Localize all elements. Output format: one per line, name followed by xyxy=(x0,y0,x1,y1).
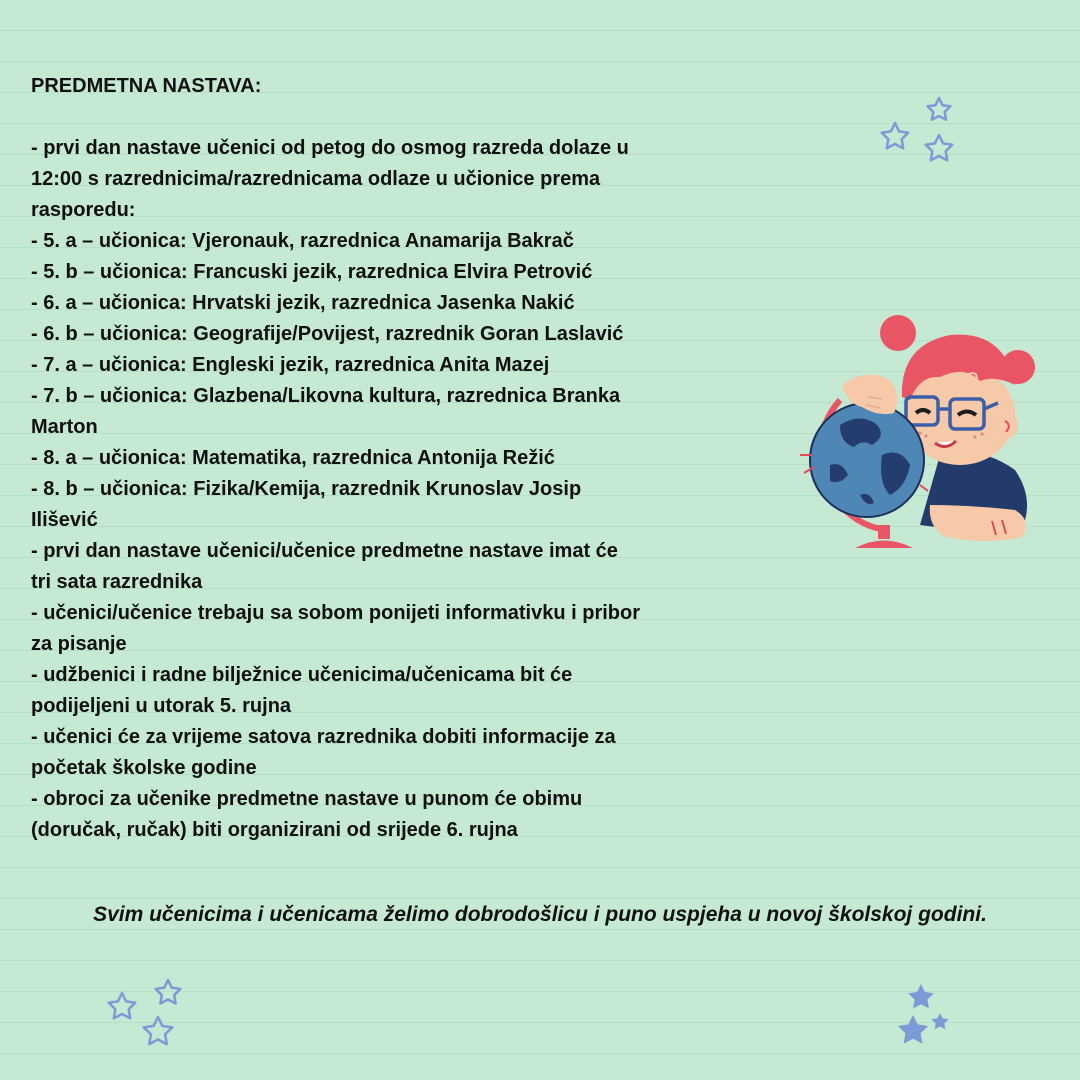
announcement-line: - 6. b – učionica: Geografije/Povijest, razrednik Goran Laslavić xyxy=(31,323,624,345)
announcement-line: podijeljeni u utorak 5. rujna xyxy=(31,695,292,717)
announcement-line: - učenici će za vrijeme satova razrednika dobiti informacije za xyxy=(31,726,616,748)
announcement-line: - 5. a – učionica: Vjeronauk, razrednica Anamarija Bakrač xyxy=(31,230,574,252)
announcement-line: za pisanje xyxy=(31,633,127,655)
star-outline-icon xyxy=(928,98,951,120)
announcement-line: - 7. a – učionica: Engleski jezik, razrednica Anita Mazej xyxy=(31,354,550,376)
star-outline-icon xyxy=(144,1017,173,1044)
star-outline-icon xyxy=(882,123,909,148)
star-filled-icon xyxy=(908,984,934,1008)
announcement-line: - 8. b – učionica: Fizika/Kemija, razrednik Krunoslav Josip xyxy=(31,478,582,500)
announcement-line: (doručak, ručak) biti organizirani od srijede 6. rujna xyxy=(31,819,518,841)
globe-icon xyxy=(810,403,924,517)
star-filled-icon xyxy=(898,1015,928,1044)
stars-top-right xyxy=(868,95,968,185)
hair-bun xyxy=(880,315,916,351)
announcement-line: - udžbenici i radne bilježnice učenicima/učenicama bit će xyxy=(31,664,573,686)
section-heading: PREDMETNA NASTAVA: xyxy=(31,75,262,97)
stars-bottom-left xyxy=(95,975,195,1065)
announcement-line: 12:00 s razrednicima/razrednicama odlaze u učionice prema xyxy=(31,168,601,190)
star-filled-icon xyxy=(931,1013,948,1029)
announcement-line: - 5. b – učionica: Francuski jezik, razrednica Elvira Petrović xyxy=(31,261,593,283)
announcement-line: tri sata razrednika xyxy=(31,571,203,593)
resting-arm xyxy=(930,505,1026,541)
kid-with-globe-illustration xyxy=(770,305,1040,565)
stars-bottom-right xyxy=(885,980,965,1060)
star-outline-icon xyxy=(156,980,181,1004)
announcement-line: - obroci za učenike predmetne nastave u punom će obimu xyxy=(31,788,583,810)
announcement-line: - prvi dan nastave učenici/učenice predmetne nastave imat će xyxy=(31,540,618,562)
announcement-line: početak školske godine xyxy=(31,757,257,779)
announcement-line: Ilišević xyxy=(31,509,98,531)
announcement-line: - 8. a – učionica: Matematika, razrednica Antonija Režić xyxy=(31,447,555,469)
announcement-line: Marton xyxy=(31,416,98,438)
announcement-list xyxy=(31,133,731,846)
announcement-line: - 7. b – učionica: Glazbena/Likovna kultura, razrednica Branka xyxy=(31,385,621,407)
closing-message: Svim učenicima i učenicama želimo dobrodošlicu i puno uspjeha u novoj školskoj godini. xyxy=(93,903,987,926)
announcement-line: - učenici/učenice trebaju sa sobom ponijeti informativku i pribor xyxy=(31,602,641,624)
star-outline-icon xyxy=(109,993,136,1018)
star-outline-icon xyxy=(926,135,953,160)
announcement-line: - 6. a – učionica: Hrvatski jezik, razrednica Jasenka Nakić xyxy=(31,292,575,314)
announcement-line: - prvi dan nastave učenici od petog do osmog razreda dolaze u xyxy=(31,137,629,159)
announcement-line: rasporedu: xyxy=(31,199,136,221)
